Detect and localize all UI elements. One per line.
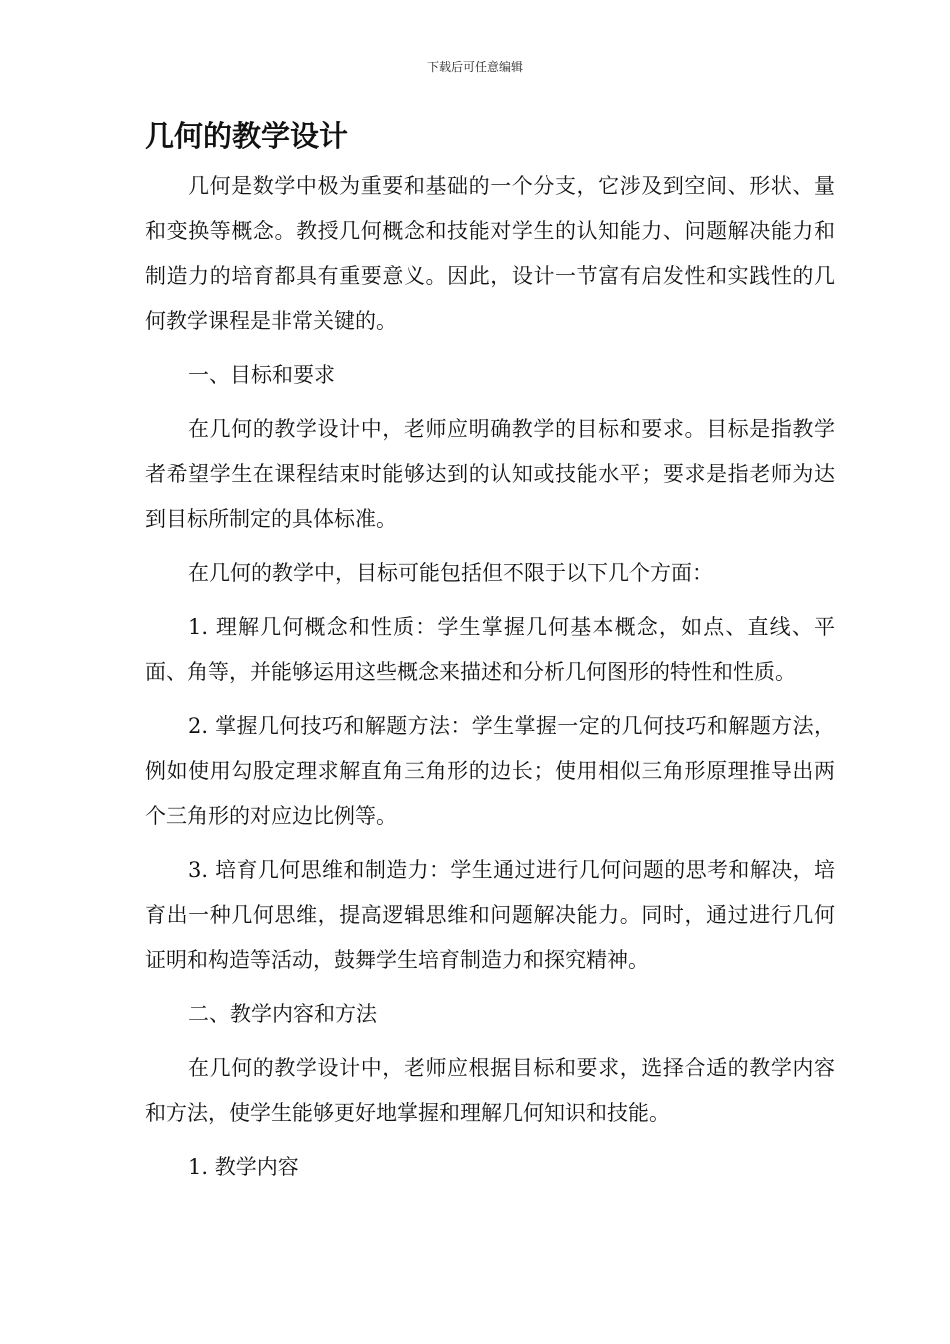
section-heading-goals: 一、目标和要求: [188, 363, 335, 387]
document-title: 几何的教学设计: [145, 119, 349, 153]
content-paragraph: 在几何的教学设计中，老师应根据目标和要求，选择合适的教学内容和方法，使学生能够更好地掌握和理解几何知识和技能。: [145, 1056, 835, 1125]
page-header-note: 下载后可任意编辑: [426, 60, 523, 74]
section-heading-content: 二、教学内容和方法: [188, 1002, 377, 1026]
goal-item-1: 1. 理解几何概念和性质：学生掌握几何基本概念，如点、直线、平面、角等，并能够运用这些概念来描述和分析几何图形的特性和性质。: [145, 615, 835, 684]
document-body: [145, 164, 835, 1199]
intro-paragraph: 几何是数学中极为重要和基础的一个分支，它涉及到空间、形状、量和变换等概念。教授几何概念和技能对学生的认知能力、问题解决能力和制造力的培育都具有重要意义。因此，设计一节富有启发性和实践性的几何教学课程是非常关键的。: [145, 174, 835, 333]
goals-intro-line: 在几何的教学中，目标可能包括但不限于以下几个方面：: [188, 561, 713, 585]
content-item-1: 1. 教学内容: [188, 1155, 299, 1179]
goal-item-3: 3. 培育几何思维和制造力：学生通过进行几何问题的思考和解决，培育出一种几何思维，提高逻辑思维和问题解决能力。同时，通过进行几何证明和构造等活动，鼓舞学生培育制造力和探究精神。: [145, 858, 835, 972]
goals-paragraph: 在几何的教学设计中，老师应明确教学的目标和要求。目标是指教学者希望学生在课程结束时能够达到的认知或技能水平；要求是指老师为达到目标所制定的具体标准。: [145, 417, 835, 531]
goal-item-2: 2. 掌握几何技巧和解题方法：学生掌握一定的几何技巧和解题方法，例如使用勾股定理求解直角三角形的边长；使用相似三角形原理推导出两个三角形的对应边比例等。: [145, 714, 835, 828]
